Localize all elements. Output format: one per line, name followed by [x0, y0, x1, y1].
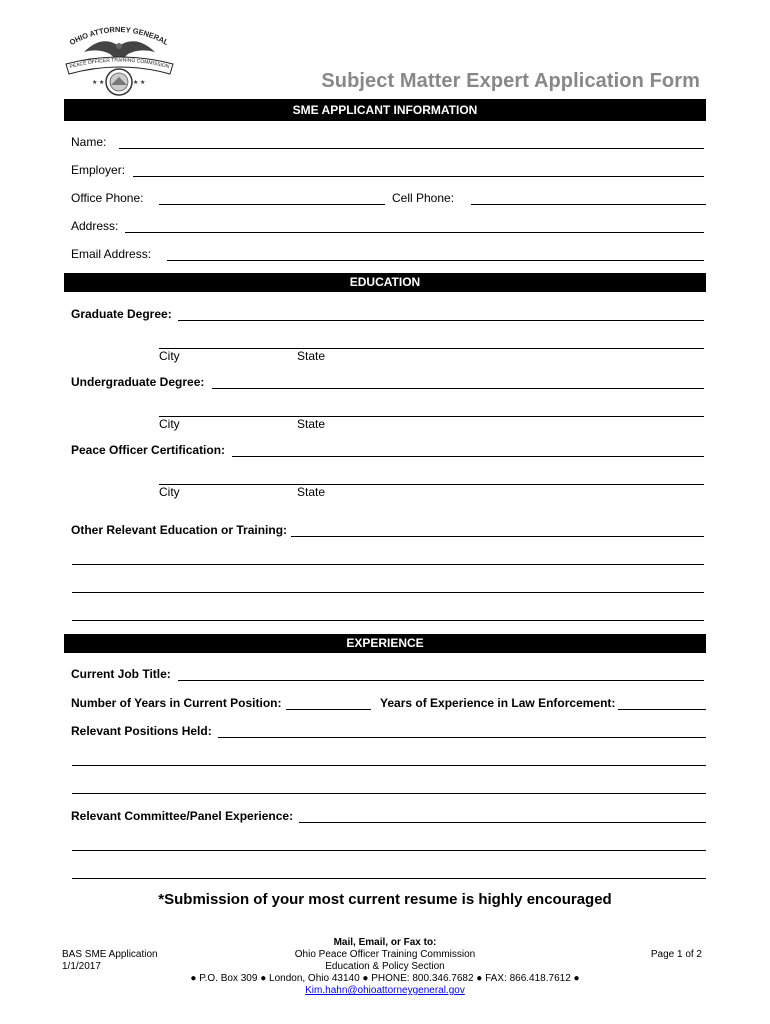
email-label: [71, 247, 151, 261]
peace-officer-certification-field[interactable]: [232, 456, 704, 457]
employer-label: [71, 163, 125, 177]
svg-text:★ ★: ★ ★: [92, 80, 105, 86]
undergraduate-location-field[interactable]: [159, 416, 704, 417]
section-header-education: EDUCATION: [64, 273, 706, 292]
cell-phone-label-colon: :: [450, 191, 455, 205]
relevant-positions-line-2[interactable]: [72, 765, 706, 766]
other-education-label: Other Relevant Education or Training:: [71, 523, 288, 537]
office-phone-label-text: Office Phone: [71, 191, 141, 205]
email-field[interactable]: [167, 260, 704, 261]
address-label-text: Address: [71, 219, 116, 233]
address-label: [71, 219, 118, 233]
relevant-positions-line-3[interactable]: [72, 793, 706, 794]
office-phone-field[interactable]: [159, 204, 385, 205]
name-label-colon: :: [103, 135, 107, 149]
footer-address-line: ● P.O. Box 309 ● London, Ohio 43140 ● PHONE: 800.346.7682 ● FAX: 866.418.7612 ●: [190, 973, 580, 984]
footer-email-link[interactable]: Kim.hahn@ohioattorneygeneral.gov: [305, 985, 465, 996]
ohio-attorney-general-seal-logo: [62, 24, 177, 98]
other-education-line-3[interactable]: [72, 592, 704, 593]
cell-phone-label-text: Cell Phone: [392, 191, 451, 205]
name-label-text: Name: [71, 135, 104, 149]
years-current-position-label: Number of Years in Current Position:: [71, 696, 282, 710]
peace-officer-certification-label: Peace Officer Certification:: [71, 443, 226, 457]
graduate-degree-label: Graduate Degree:: [71, 307, 172, 321]
other-education-field[interactable]: [291, 536, 704, 537]
years-current-position-field[interactable]: [286, 709, 371, 710]
page-title: Subject Matter Expert Application Form: [321, 70, 700, 92]
years-law-enforcement-label: Years of Experience in Law Enforcement:: [380, 696, 616, 710]
name-field[interactable]: [119, 148, 704, 149]
resume-note: *Submission of your most current resume is highly encouraged: [158, 891, 612, 908]
undergraduate-state-label: State: [297, 417, 326, 431]
footer-org: Ohio Peace Officer Training Commission: [294, 949, 476, 960]
employer-field[interactable]: [133, 176, 704, 177]
cell-phone-field[interactable]: [471, 204, 706, 205]
committee-experience-field[interactable]: [299, 822, 706, 823]
email-label-colon: :: [147, 247, 152, 261]
relevant-positions-label: Relevant Positions Held:: [71, 724, 212, 738]
office-phone-label-colon: :: [140, 191, 144, 205]
graduate-degree-field[interactable]: [178, 320, 704, 321]
other-education-line-4[interactable]: [72, 620, 704, 621]
graduate-city-label: City: [159, 349, 180, 363]
logo-ribbon-text: PEACE OFFICER TRAINING COMMISSION: [69, 57, 170, 71]
svg-text:★ ★: ★ ★: [133, 80, 146, 86]
certification-state-label: State: [297, 485, 326, 499]
committee-experience-line-3[interactable]: [72, 878, 706, 879]
other-education-line-2[interactable]: [72, 564, 704, 565]
employer-label-text: Employer: [71, 163, 122, 177]
email-label-text: Email Address: [71, 247, 148, 261]
undergraduate-degree-field[interactable]: [212, 388, 704, 389]
footer-mail-heading: Mail, Email, or Fax to:: [333, 937, 437, 948]
address-field[interactable]: [125, 232, 704, 233]
committee-experience-label: Relevant Committee/Panel Experience:: [71, 809, 294, 823]
certification-location-field[interactable]: [159, 484, 704, 485]
footer-page-number: Page 1 of 2: [650, 949, 702, 960]
employer-label-colon: :: [121, 163, 126, 177]
undergraduate-degree-label: Undergraduate Degree:: [71, 375, 205, 389]
relevant-positions-field[interactable]: [218, 737, 706, 738]
section-header-experience: EXPERIENCE: [64, 634, 706, 653]
address-label-colon: :: [115, 219, 119, 233]
footer-date: 1/1/2017: [62, 961, 101, 972]
office-phone-label: [71, 191, 144, 205]
name-label: [71, 135, 106, 149]
footer-section: Education & Policy Section: [325, 961, 445, 972]
graduate-state-label: State: [297, 349, 326, 363]
committee-experience-line-2[interactable]: [72, 850, 706, 851]
cell-phone-label: [392, 191, 454, 205]
footer-email-row: [0, 985, 770, 996]
logo-top-text: OHIO ATTORNEY GENERAL: [67, 24, 171, 48]
certification-city-label: City: [159, 485, 180, 499]
years-law-enforcement-field[interactable]: [618, 709, 706, 710]
current-job-title-field[interactable]: [178, 680, 704, 681]
graduate-location-field[interactable]: [159, 348, 704, 349]
current-job-title-label: Current Job Title:: [71, 667, 171, 681]
section-header-applicant: SME APPLICANT INFORMATION: [64, 99, 706, 121]
undergraduate-city-label: City: [159, 417, 180, 431]
footer-form-name: BAS SME Application: [62, 949, 158, 960]
